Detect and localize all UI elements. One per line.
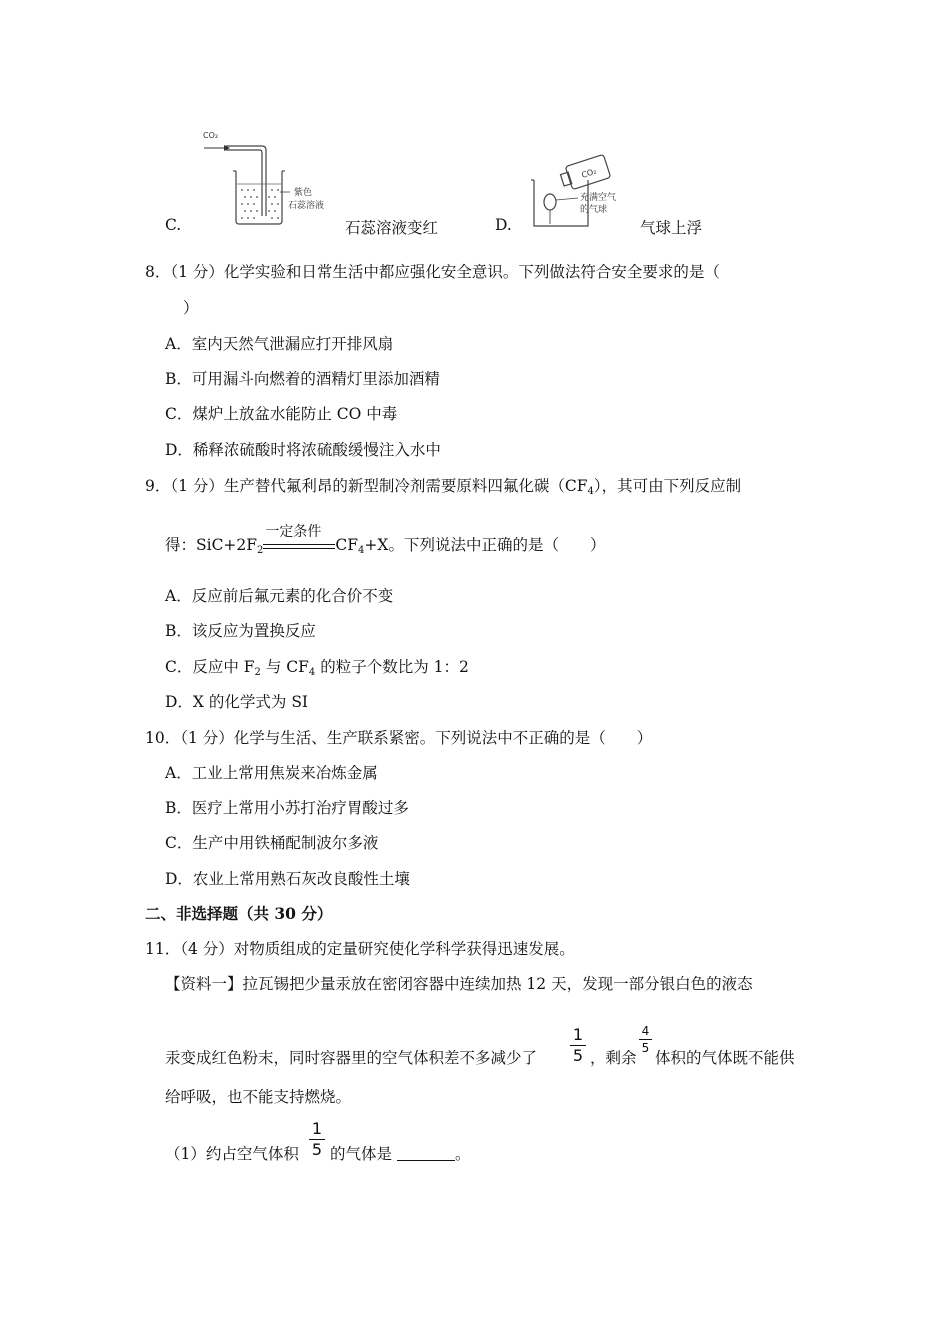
q9-option-c-1: C．反应中 F: [165, 658, 255, 676]
figure-d-apparatus: [528, 150, 638, 230]
fraction-denominator: 5: [572, 1046, 584, 1065]
q9-stem-line1: [145, 476, 741, 496]
q9-option-c-3: 的粒子个数比为 1：2: [315, 658, 469, 676]
q10-stem: 10．（1 分）化学与生活、生产联系紧密。下列说法中不正确的是（ ）: [145, 729, 653, 747]
q9-equation-right: CF: [335, 536, 359, 554]
q9-equation-sub1: 2: [257, 545, 264, 556]
q8-stem-line1: 8．（1 分）化学实验和日常生活中都应强化安全意识。下列做法符合安全要求的是（: [145, 263, 720, 281]
q9-option-c: [165, 657, 469, 677]
q10-option-a: A．工业上常用焦炭来冶炼金属: [165, 764, 378, 782]
figure-d-option-letter: D.: [495, 216, 512, 234]
q11-stem: 11．（4 分）对物质组成的定量研究使化学科学获得迅速发展。: [145, 940, 575, 958]
q9-option-c-sub1: 2: [254, 667, 261, 678]
figure-c-caption: 石蕊溶液变红: [345, 219, 439, 237]
q11-sub1-b-text: 的气体是: [330, 1145, 393, 1163]
q8-option-c: C．煤炉上放盆水能防止 CO 中毒: [165, 405, 398, 423]
figure-d-balloon-label-1: 充满空气: [580, 193, 617, 203]
fraction-denominator: 5: [641, 1041, 650, 1055]
q8-option-d: D．稀释浓硫酸时将浓硫酸缓慢注入水中: [165, 441, 441, 459]
q9-equation-line: [165, 524, 606, 556]
reaction-condition: 一定条件: [265, 524, 322, 540]
answer-blank[interactable]: [397, 1146, 455, 1161]
q11-material-line3: 给呼吸，也不能支持燃烧。: [165, 1088, 352, 1106]
q9-option-c-2: 与 CF: [260, 658, 309, 676]
equals-sign-icon: [263, 544, 335, 549]
fraction-four-fifths: [639, 1024, 652, 1055]
figure-c-solution-label-1: 紫色: [294, 188, 313, 198]
q9-option-c-sub2: 4: [308, 667, 316, 678]
fraction-bar: [639, 1039, 652, 1040]
figure-d-co2-label: CO₂: [580, 166, 598, 180]
figure-c-option-letter: C.: [165, 216, 182, 234]
q9-option-a: A．反应前后氟元素的化合价不变: [165, 587, 394, 605]
figure-c-apparatus: [200, 126, 340, 228]
q11-material-line2c: 体积的气体既不能供: [655, 1049, 795, 1067]
q9-equation-left: 得：SiC+2F: [165, 536, 258, 554]
q8-option-a: A．室内天然气泄漏应打开排风扇: [165, 335, 394, 353]
q9-equation-sub2: 4: [358, 545, 365, 556]
q11-material-line2a: 汞变成红色粉末，同时容器里的空气体积差不多减少了: [165, 1049, 538, 1067]
fraction-one-fifth: [570, 1026, 586, 1065]
fraction-numerator: 1: [311, 1119, 323, 1138]
balloon-icon: [544, 194, 556, 210]
q10-option-d: D．农业上常用熟石灰改良酸性土壤: [165, 870, 410, 888]
q9-option-b: B．该反应为置换反应: [165, 622, 316, 640]
q11-sub1-a: （1）约占空气体积: [165, 1145, 299, 1163]
fraction-numerator: 1: [572, 1025, 584, 1044]
q11-sub1-c-text: 。: [454, 1145, 471, 1163]
reaction-arrow: [263, 524, 335, 555]
q11-sub1-b: [330, 1144, 470, 1164]
q10-option-c: C．生产中用铁桶配制波尔多液: [165, 834, 379, 852]
fraction-denominator: 5: [311, 1140, 323, 1159]
figure-c-co2-label: CO₂: [203, 131, 219, 140]
section-heading: 二、非选择题（共 30 分）: [145, 904, 333, 923]
q11-material-line2b: ，剩余: [590, 1049, 637, 1067]
fraction-numerator: 4: [641, 1024, 650, 1038]
figure-d-balloon-label-2: 的气球: [580, 205, 608, 215]
q8-option-b: B．可用漏斗向燃着的酒精灯里添加酒精: [165, 370, 440, 388]
q9-option-d: D．X 的化学式为 SI: [165, 693, 309, 711]
q9-stem-1a: 9．（1 分）生产替代氟利昂的新型制冷剂需要原料四氟化碳（CF: [145, 477, 588, 495]
q9-stem-1b: ），其可由下列反应制: [593, 477, 742, 495]
q10-option-b: B．医疗上常用小苏打治疗胃酸过多: [165, 799, 409, 817]
q8-stem-line2: ）: [183, 299, 199, 317]
q11-material-line1: 【资料一】拉瓦锡把少量汞放在密闭容器中连续加热 12 天，发现一部分银白色的液态: [165, 975, 753, 993]
q9-stem-1-sub: 4: [587, 486, 594, 497]
q9-equation-tail: +X。下列说法中正确的是（ ）: [364, 536, 606, 554]
figure-c-solution-label-2: 石蕊溶液: [288, 201, 325, 211]
fraction-one-fifth-2: [309, 1120, 325, 1159]
figure-d-caption: 气球上浮: [640, 219, 703, 237]
